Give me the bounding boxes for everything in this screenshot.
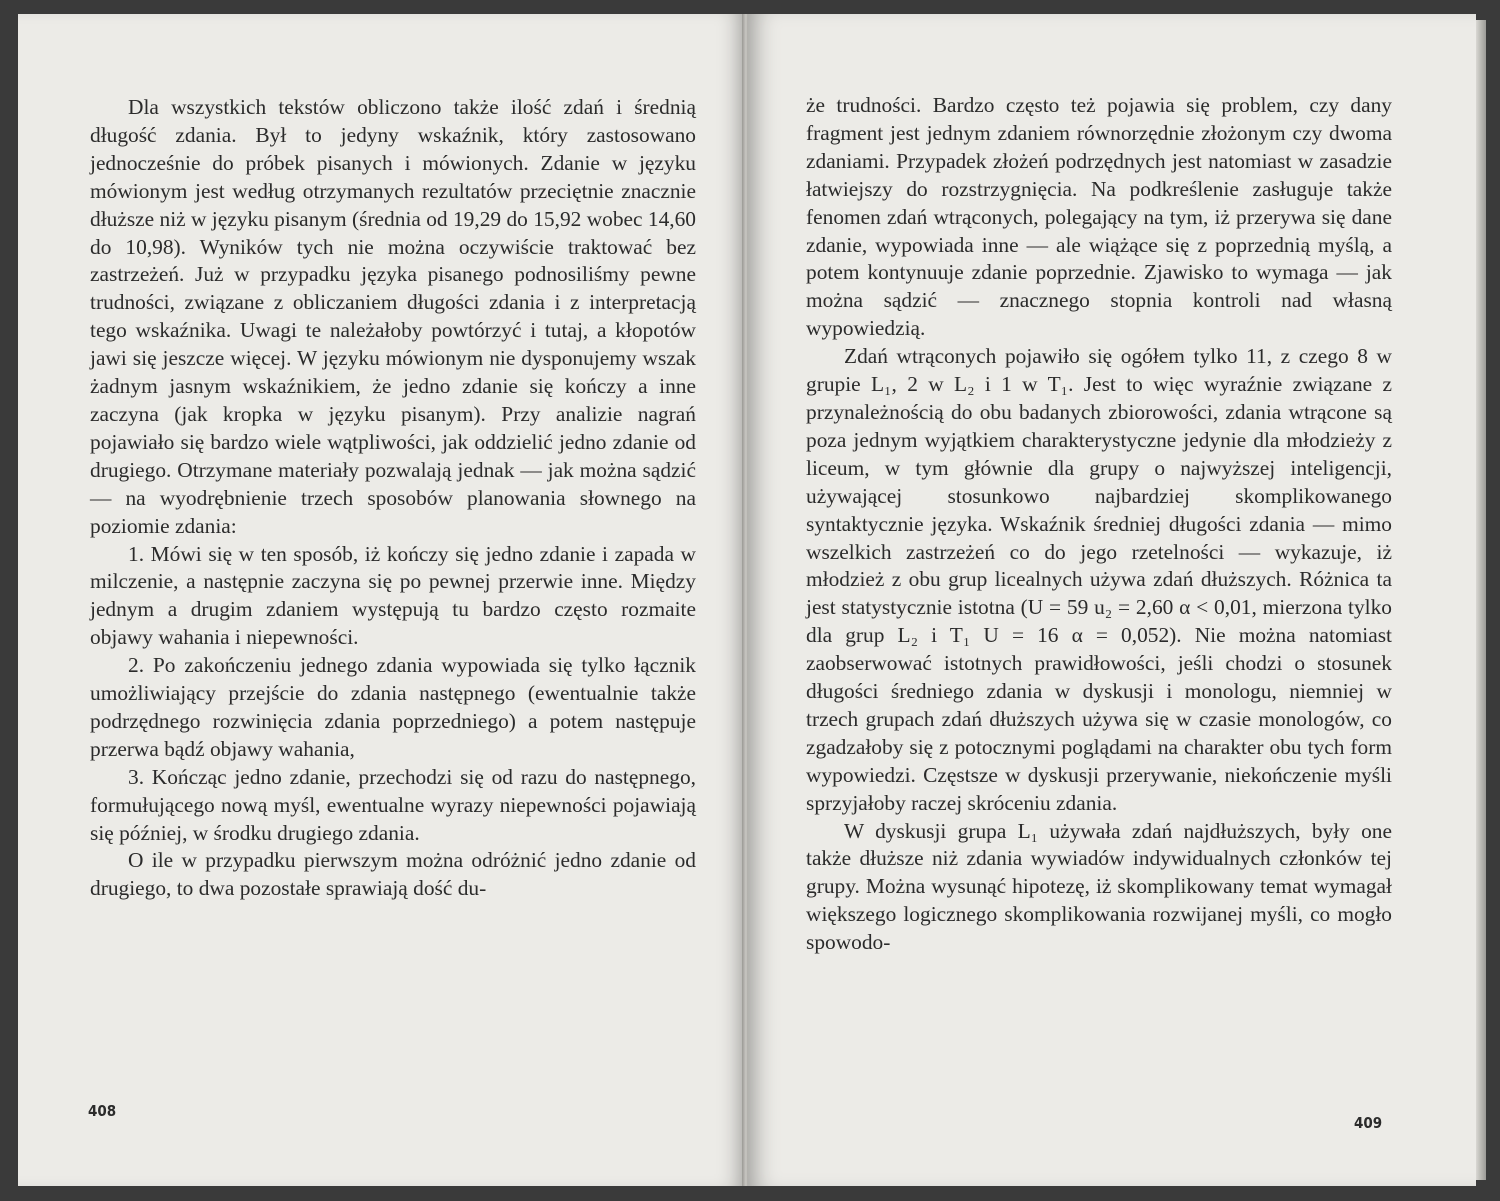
page-number: 408 bbox=[88, 1102, 117, 1120]
paragraph: 1. Mówi się w ten sposób, iż kończy się jedno zdanie i zapada w milczenie, a następnie zaczyna się po pewnej przerwie inne. Między jednym a drugim zdaniem występują tu bardzo często rozmaite objawy wahania i niepewności. bbox=[90, 541, 696, 650]
right-page bbox=[748, 14, 1476, 1186]
page-edge bbox=[1476, 20, 1486, 1180]
paragraph: Zdań wtrąconych pojawiło się ogółem tylko 11, z czego 8 w grupie L₁, 2 w L₂ i 1 w T₁. Jest to więc wyraźnie związane z przynależnością do obu badanych zbiorowości, zdania wtrącone są poza jednym wyjątkiem charakterystyczne jedynie dla młodzieży z liceum, w tym głównie dla grupy o najwyższej inteligencji, używającej stosunkowo najbardziej skomplikowanego syntaktycznie języka. Wskaźnik średniej długości zdania — mimo wszelkich zastrzeżeń co do jego rzetelności — wykazuje, iż młodzież z obu grup licealnych używa zdań dłuższych. Różnica ta jest statystycznie istotna (U = 59 u₂ = 2,60 α < 0,01, mierzona tylko dla grup L₂ i T₁ U = 16 α = 0,052). Nie można natomiast zaobserwować istotnych prawidłowości, jeśli chodzi o stosunek długości średniego zdania w dyskusji i monologu, niemniej w trzech grupach zdań dłuższych używa się w czasie monologów, co zgadzałoby się z potocznymi poglądami na charakter obu tych form wypowiedzi. Częstsze w dyskusji przerywanie, niekończenie myśli sprzyjałoby raczej skróceniu zdania. bbox=[806, 344, 1392, 815]
paragraph: 3. Kończąc jedno zdanie, przechodzi się od razu do następnego, formułującego nową myśl, ewentualne wyrazy niepewności pojawiają się później, w środku drugiego zdania. bbox=[90, 764, 696, 845]
paragraph: Dla wszystkich tekstów obliczono także ilość zdań i średnią długość zdania. Był to jedyny wskaźnik, który zastosowano jednocześnie do próbek pisanych i mówionych. Zdanie w języku mówionym jest według otrzymanych rezultatów przeciętnie znacznie dłuższe niż w języku pisanym (średnia od 19,29 do 15,92 wobec 14,60 do 10,98). Wyników tych nie można oczywiście traktować bez zastrzeżeń. Już w przypadku języka pisanego podnosiliśmy pewne trudności, związane z obliczaniem długości zdania i z interpretacją tego wskaźnika. Uwagi te należałoby powtórzyć i tutaj, a kłopotów jawi się jeszcze więcej. W języku mówionym nie dysponujemy wszak żadnym jasnym wskaźnikiem, że jedno zdanie się kończy a inne zaczyna (jak kropka w języku pisanym). Przy analizie nagrań pojawiało się bardzo wiele wątpliwości, jak oddzielić jedno zdanie od drugiego. Otrzymane materiały pozwalają jednak — jak można sądzić — na wyodrębnienie trzech sposobów planowania słownego na poziomie zdania: bbox=[90, 95, 696, 538]
page-number: 409 bbox=[1354, 1114, 1383, 1132]
left-page-text bbox=[90, 94, 696, 903]
paragraph: 2. Po zakończeniu jednego zdania wypowiada się tylko łącznik umożliwiający przejście do zdania następnego (ewentualnie także podrzędnego rozwinięcia zdania poprzedniego) a potem następuje przerwa bądź objawy wahania, bbox=[90, 653, 696, 761]
paragraph: O ile w przypadku pierwszym można odróżnić jedno zdanie od drugiego, to dwa pozostałe sprawiają dość du- bbox=[90, 848, 696, 901]
paragraph: W dyskusji grupa L₁ używała zdań najdłuższych, były one także dłuższe niż zdania wywiadów indywidualnych członków tej grupy. Można wysunąć hipotezę, iż skomplikowany temat wymagał większego logicznego skomplikowania rozwijanej myśli, co mogło spowodo- bbox=[806, 818, 1392, 955]
left-page bbox=[18, 14, 744, 1186]
paragraph: że trudności. Bardzo często też pojawia się problem, czy dany fragment jest jednym zdaniem równorzędnie złożonym czy dwoma zdaniami. Przypadek złożeń podrzędnych jest natomiast w zasadzie łatwiejszy do rozstrzygnięcia. Na podkreślenie zasługuje także fenomen zdań wtrąconych, polegający na tym, iż przerywa się dane zdanie, wypowiada inne — ale wiążące się z poprzednią myślą, a potem kontynuuje zdanie poprzednie. Zjawisko to wymaga — jak można sądzić — znacznego stopnia kontroli nad własną wypowiedzią. bbox=[806, 93, 1392, 341]
right-page-text bbox=[806, 92, 1392, 957]
